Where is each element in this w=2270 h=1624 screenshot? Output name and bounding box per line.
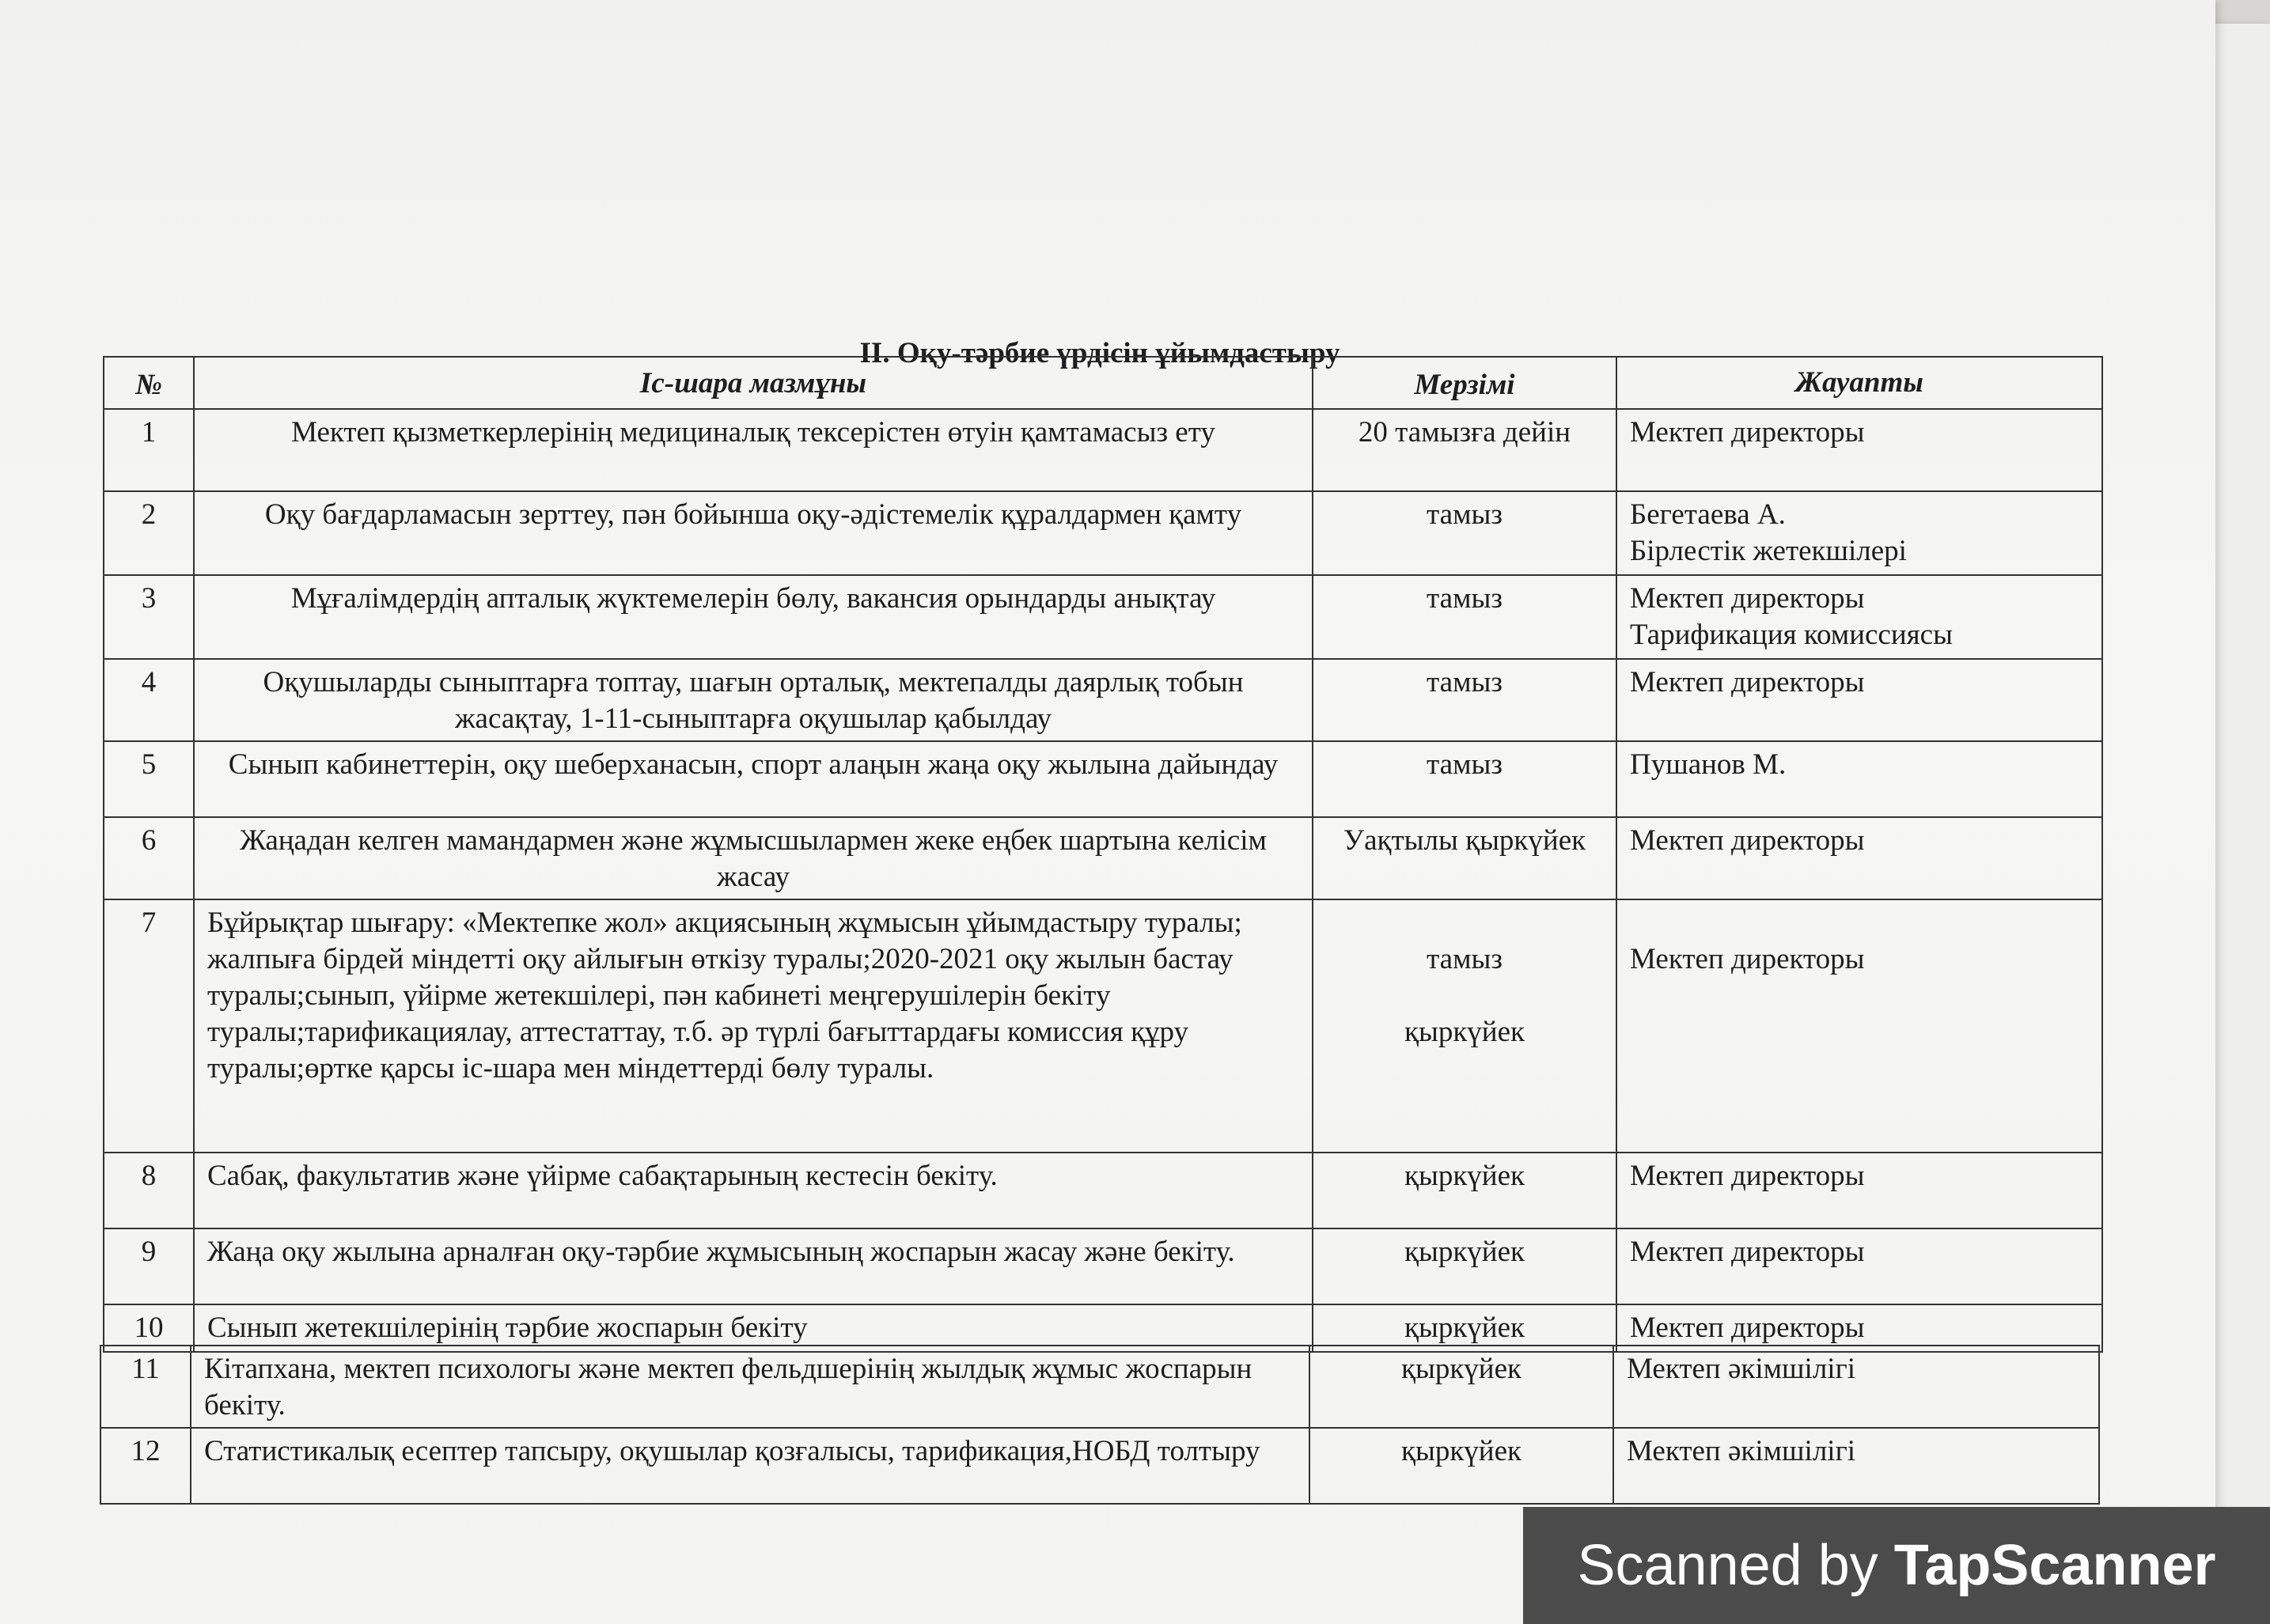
row-responsible — [1616, 491, 2102, 575]
row-num: 10 — [104, 1304, 194, 1352]
row-content: Сабақ, факультатив және үйірме сабақтарының кестесін бекіту. — [194, 1153, 1313, 1228]
responsible-line: Пушанов М. — [1630, 748, 1787, 781]
row-num: 8 — [104, 1153, 194, 1228]
row-num: 7 — [104, 899, 194, 1153]
row-responsible — [1613, 1428, 2099, 1504]
row-content: Жаңадан келген мамандармен және жұмысшылармен жеке еңбек шартына келісім жасау — [194, 817, 1313, 899]
row-date: қыркүйек — [1313, 1304, 1616, 1352]
row-content: Оқушыларды сыныптарға топтау, шағын орталық, мектепалды даярлық тобын жасақтау, 1-11-сыныптарға оқушылар қабылдау — [194, 659, 1313, 741]
table-row — [104, 659, 2102, 741]
table-header — [104, 357, 2102, 409]
row-date: тамыз — [1313, 659, 1616, 741]
table-row — [104, 741, 2102, 817]
row-responsible — [1616, 741, 2102, 817]
table-row — [100, 1346, 2099, 1428]
row-responsible — [1613, 1346, 2099, 1428]
row-responsible — [1616, 409, 2102, 491]
responsible-line: Бірлестік жетекшілері — [1630, 535, 1907, 567]
activities-table — [103, 356, 2103, 1353]
header-date: Мерзімі — [1313, 357, 1616, 409]
row-content: Сынып кабинеттерін, оқу шеберханасын, спорт алаңын жаңа оқу жылына дайындау — [194, 741, 1313, 817]
table-row — [104, 491, 2102, 575]
responsible-line: Мектеп директоры — [1630, 1236, 1865, 1268]
date-line: қыркүйек — [1404, 1016, 1525, 1048]
responsible-line: Бегетаева А. — [1630, 498, 1786, 531]
row-date: қыркүйек — [1309, 1346, 1613, 1428]
row-content: Статистикалық есептер тапсыру, оқушылар қозғалысы, тарификация,НОБД толтыру — [191, 1428, 1309, 1504]
table-row — [104, 575, 2102, 659]
row-num: 11 — [100, 1346, 191, 1428]
watermark-prefix: Scanned by — [1577, 1534, 1894, 1597]
row-content: Мектеп қызметкерлерінің медициналық тексерістен өтуін қамтамасыз ету — [194, 409, 1313, 491]
row-content: Жаңа оқу жылына арналған оқу-тәрбие жұмысының жоспарын жасау және бекіту. — [194, 1228, 1313, 1304]
row-date: 20 тамызға дейін — [1313, 409, 1616, 491]
row-date: тамыз — [1313, 491, 1616, 575]
row-date — [1313, 899, 1616, 1153]
watermark-brand: TapScanner — [1893, 1534, 2216, 1597]
row-content: Бұйрықтар шығару: «Мектепке жол» акциясының жұмысын ұйымдастыру туралы; жалпыға бірдей міндетті оқу айлығын өткізу туралы;2020-2021 оқу жылын бастау туралы;сынып, үйірме жетекшілері, пән кабинеті меңгерушілерін бекіту туралы;тарификациялау, аттестаттау, т.б. әр түрлі бағыттардағы комиссия құру туралы;өртке қарсы іс-шара мен міндеттерді бөлу туралы. — [194, 899, 1313, 1153]
row-num: 4 — [104, 659, 194, 741]
row-num: 2 — [104, 491, 194, 575]
header-responsible: Жауапты — [1616, 357, 2102, 409]
row-content: Мұғалімдердің апталық жүктемелерін бөлу, вакансия орындарды анықтау — [194, 575, 1313, 659]
responsible-line: Мектеп директоры — [1630, 1312, 1865, 1344]
row-date: қыркүйек — [1309, 1428, 1613, 1504]
row-responsible — [1616, 899, 2102, 1153]
header-num: № — [104, 357, 194, 409]
row-responsible — [1616, 1228, 2102, 1304]
table-row — [104, 409, 2102, 491]
row-num: 3 — [104, 575, 194, 659]
row-responsible — [1616, 1153, 2102, 1228]
responsible-line: Мектеп директоры — [1630, 943, 1865, 975]
row-num: 12 — [100, 1428, 191, 1504]
row-num: 9 — [104, 1228, 194, 1304]
table-row — [104, 1153, 2102, 1228]
row-date: тамыз — [1313, 575, 1616, 659]
responsible-line: Мектеп әкімшілігі — [1627, 1353, 1856, 1385]
row-content: Сынып жетекшілерінің тәрбие жоспарын бекіту — [194, 1304, 1313, 1352]
row-content: Оқу бағдарламасын зерттеу, пән бойынша оқу-әдістемелік құралдармен қамту — [194, 491, 1313, 575]
responsible-line: Мектеп әкімшілігі — [1627, 1435, 1856, 1467]
responsible-line: Мектеп директоры — [1630, 666, 1865, 698]
table-row — [104, 817, 2102, 899]
responsible-line: Мектеп директоры — [1630, 1160, 1865, 1192]
row-content: Кітапхана, мектеп психологы және мектеп фельдшерінің жылдық жұмыс жоспарын бекіту. — [191, 1346, 1309, 1428]
activities-table-continued — [100, 1345, 2100, 1505]
row-num: 5 — [104, 741, 194, 817]
date-line: тамыз — [1427, 943, 1503, 975]
row-date: қыркүйек — [1313, 1228, 1616, 1304]
responsible-line: Мектеп директоры — [1630, 582, 1865, 615]
row-date: қыркүйек — [1313, 1153, 1616, 1228]
row-date: Уақтылы қыркүйек — [1313, 817, 1616, 899]
row-num: 1 — [104, 409, 194, 491]
table-row — [104, 1228, 2102, 1304]
responsible-line: Мектеп директоры — [1630, 824, 1865, 857]
row-responsible — [1616, 575, 2102, 659]
header-content: Іс-шара мазмұны — [194, 357, 1313, 409]
row-date: тамыз — [1313, 741, 1616, 817]
row-num: 6 — [104, 817, 194, 899]
responsible-line: Тарификация комиссиясы — [1630, 619, 1953, 651]
responsible-line: Мектеп директоры — [1630, 416, 1865, 449]
table-row — [100, 1428, 2099, 1504]
table-row — [104, 899, 2102, 1153]
scanner-watermark — [1523, 1507, 2270, 1624]
row-responsible — [1616, 817, 2102, 899]
row-responsible — [1616, 659, 2102, 741]
section-title: II. Оқу-тәрбие үрдісін ұйымдастыру — [859, 337, 1340, 369]
